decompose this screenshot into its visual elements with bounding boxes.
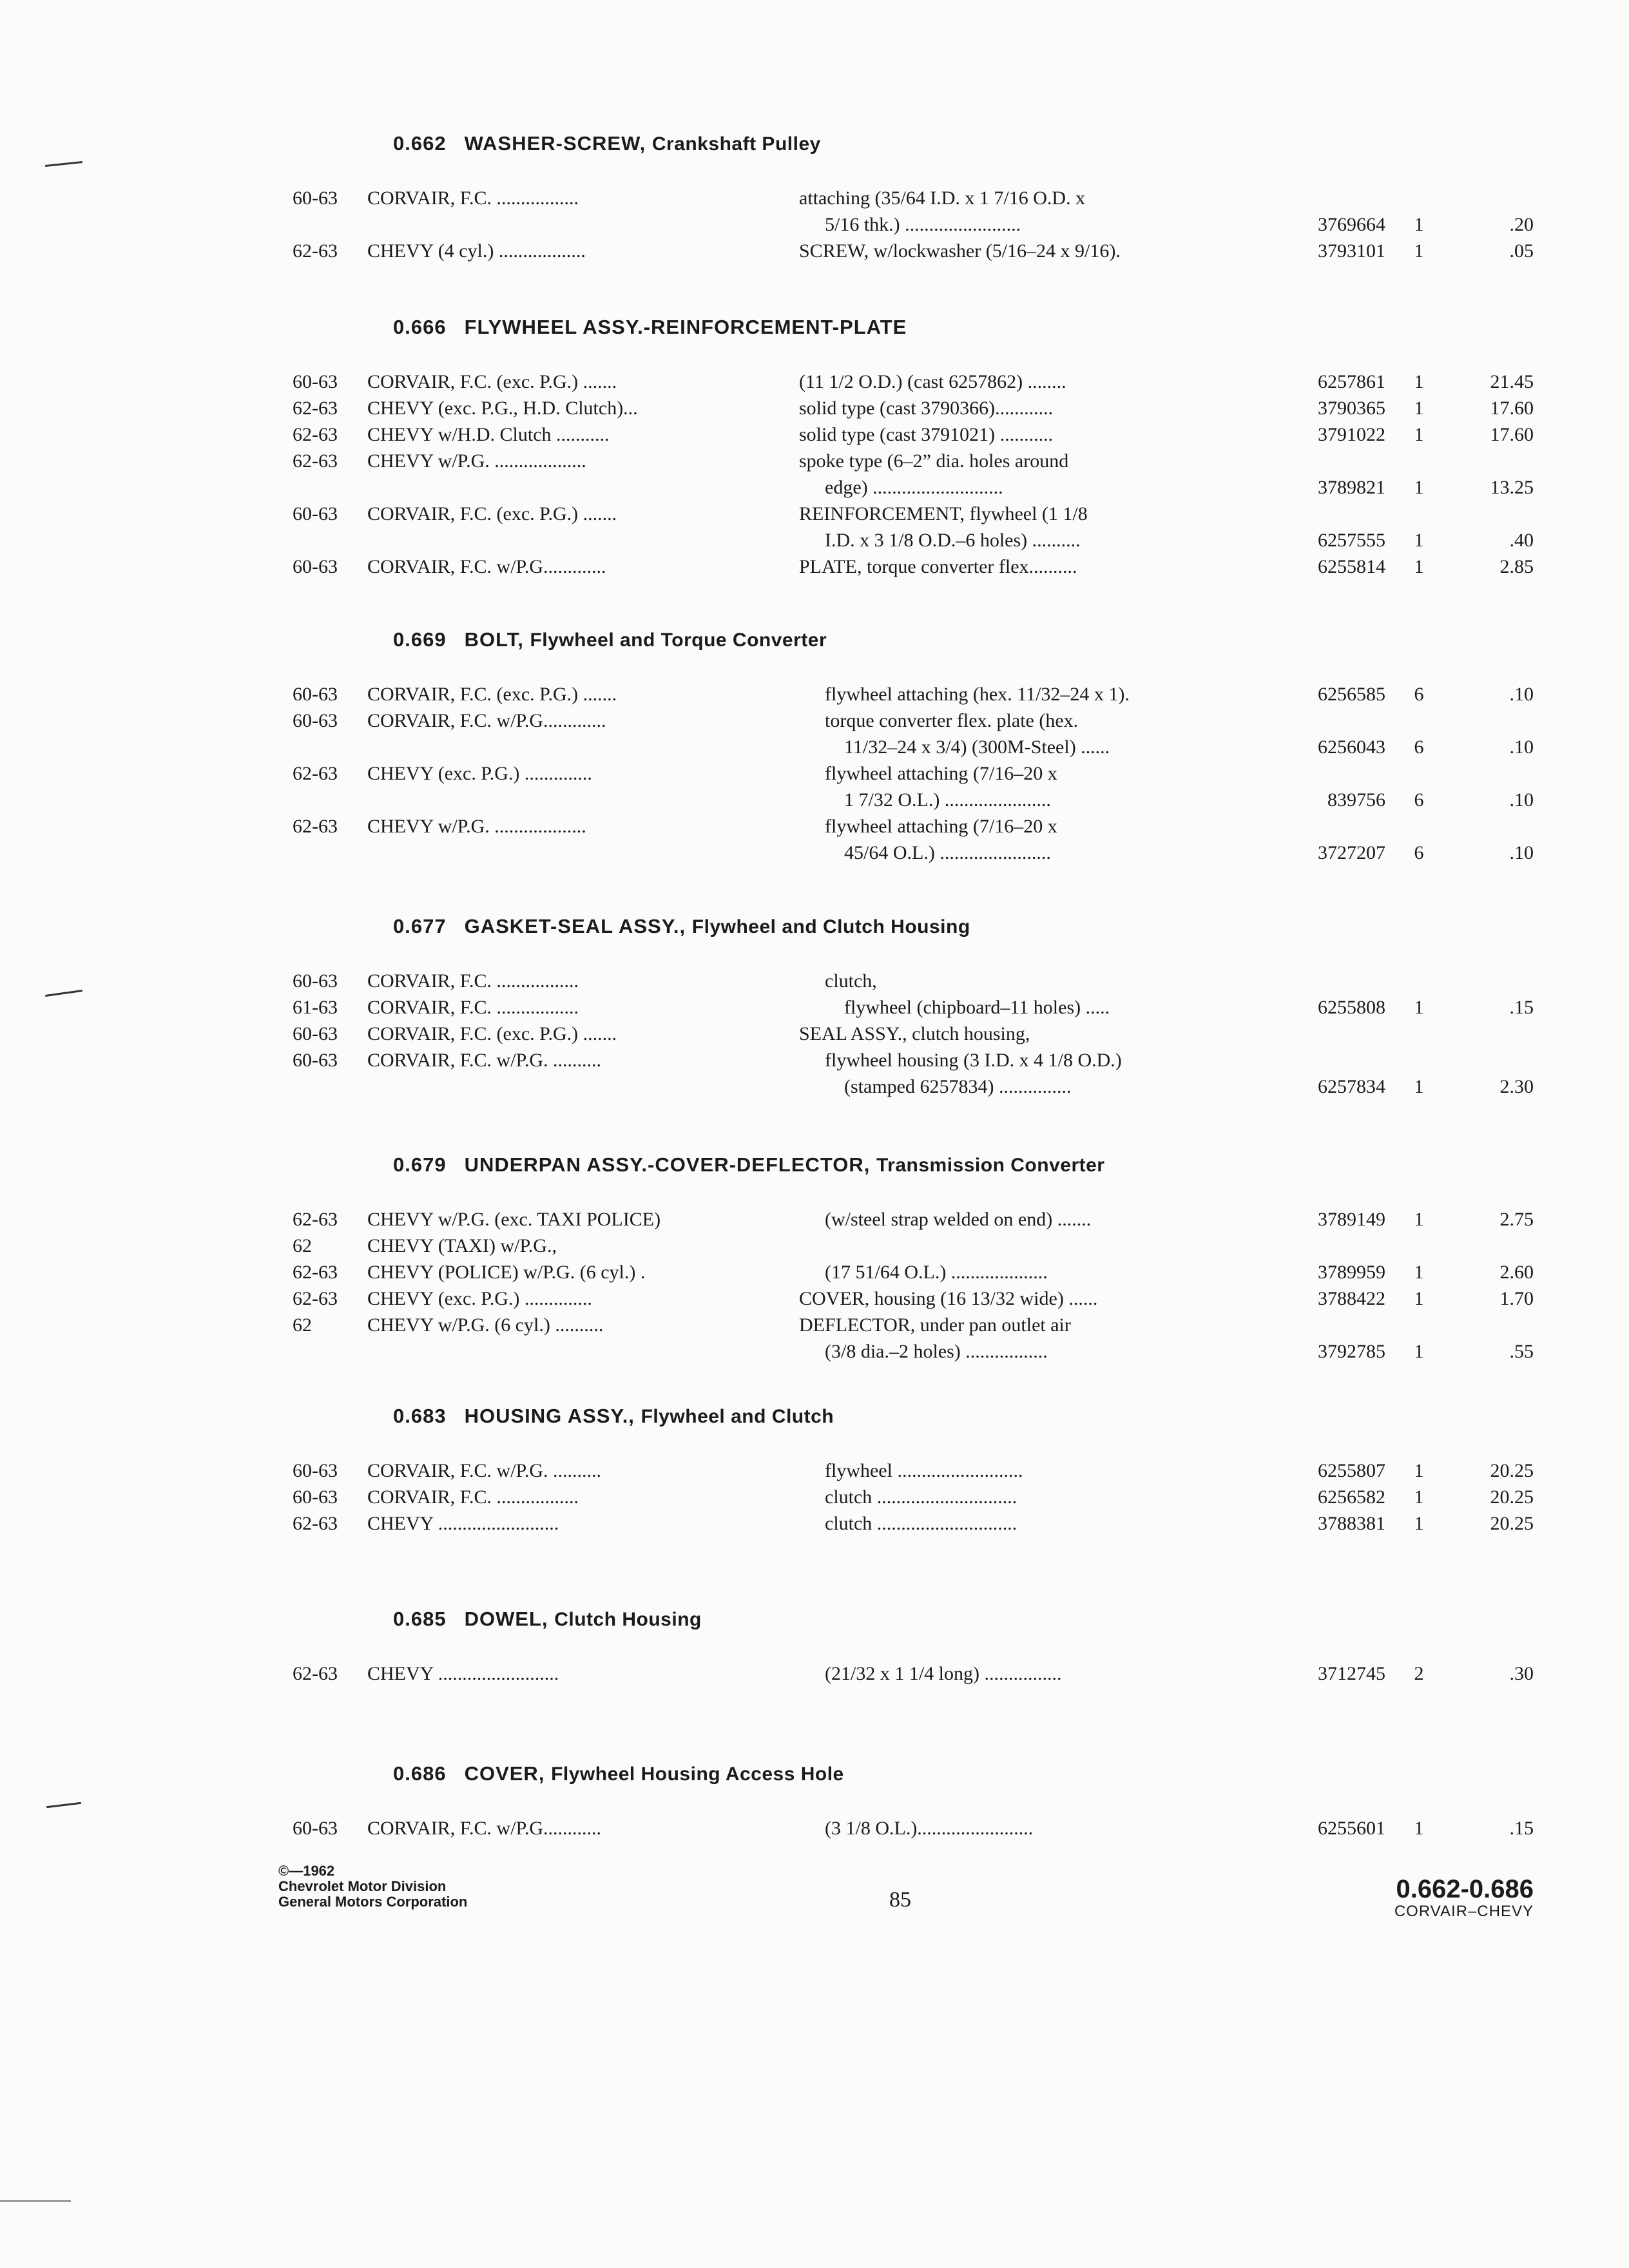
list-price: .10	[1509, 736, 1534, 758]
model-year: 60-63	[293, 1460, 338, 1481]
table-row	[277, 968, 1534, 994]
description: 45/64 O.L.) .......................	[844, 842, 1051, 863]
list-price: 17.60	[1490, 398, 1534, 419]
description: flywheel housing (3 I.D. x 4 1/8 O.D.)	[825, 1050, 1122, 1071]
section-rows	[277, 1206, 1534, 1365]
quantity: 1	[1414, 424, 1424, 445]
section-number: 0.679	[393, 1153, 447, 1176]
section-heading	[393, 628, 1534, 667]
section-number: 0.677	[393, 915, 447, 937]
section-rows	[277, 968, 1534, 1100]
table-row	[277, 1815, 1534, 1841]
table-row	[277, 185, 1534, 211]
quantity: 1	[1414, 1486, 1424, 1508]
part-number: 3789821	[1257, 474, 1385, 501]
part-number: 6257555	[1257, 527, 1385, 553]
table-row	[277, 1073, 1534, 1100]
table-row	[277, 527, 1534, 553]
list-price: .30	[1509, 1663, 1534, 1684]
description: (3/8 dia.–2 holes) .................	[825, 1341, 1048, 1362]
quantity: 1	[1414, 1460, 1424, 1481]
section-title: UNDERPAN ASSY.-COVER-DEFLECTOR,	[464, 1153, 871, 1176]
model-name: CORVAIR, F.C. (exc. P.G.) .......	[367, 371, 617, 392]
description: torque converter flex. plate (hex.	[825, 710, 1079, 731]
part-number: 6257834	[1257, 1073, 1385, 1100]
model-year: 60-63	[293, 710, 338, 731]
table-row	[277, 421, 1534, 448]
list-price: 1.70	[1499, 1288, 1534, 1309]
description: flywheel attaching (hex. 11/32–24 x 1).	[825, 684, 1130, 705]
model-year: 60-63	[293, 970, 338, 992]
table-row	[277, 1021, 1534, 1047]
table-row	[277, 1047, 1534, 1073]
quantity: 1	[1414, 1818, 1424, 1839]
part-number: 3712745	[1257, 1660, 1385, 1687]
section-title: FLYWHEEL ASSY.-REINFORCEMENT-PLATE	[464, 316, 907, 338]
table-row	[277, 1206, 1534, 1233]
corporation-line: General Motors Corporation	[278, 1894, 468, 1910]
table-row	[277, 1338, 1534, 1365]
quantity: 1	[1414, 556, 1424, 577]
description: spoke type (6–2” dia. holes around	[799, 450, 1069, 472]
model-year: 62	[293, 1314, 312, 1336]
model-year: 60-63	[293, 1050, 338, 1071]
model-year: 62-63	[293, 424, 338, 445]
model-year: 60-63	[293, 1486, 338, 1508]
model-year: 62-63	[293, 398, 338, 419]
model-name: CORVAIR, F.C. .................	[367, 187, 579, 209]
margin-tick-2	[45, 990, 82, 997]
table-row	[277, 553, 1534, 580]
model-name: CORVAIR, F.C. (exc. P.G.) .......	[367, 684, 617, 705]
model-year: 62-63	[293, 240, 338, 262]
part-number: 6256582	[1257, 1484, 1385, 1510]
description: 1 7/32 O.L.) ......................	[844, 789, 1051, 811]
description: flywheel attaching (7/16–20 x	[825, 763, 1057, 784]
description: edge) ...........................	[825, 477, 1003, 498]
model-year: 62-63	[293, 1288, 338, 1309]
model-year: 62	[293, 1235, 312, 1256]
table-row	[277, 395, 1534, 421]
list-price: 2.85	[1499, 556, 1534, 577]
model-year: 62-63	[293, 1209, 338, 1230]
table-row	[277, 681, 1534, 707]
description: flywheel (chipboard–11 holes) .....	[844, 997, 1110, 1018]
section-number: 0.686	[393, 1762, 447, 1785]
list-price: 21.45	[1490, 371, 1534, 392]
part-number: 3788422	[1257, 1285, 1385, 1312]
part-number: 6256043	[1257, 734, 1385, 760]
list-price: .10	[1509, 789, 1534, 811]
model-name: CHEVY .........................	[367, 1663, 559, 1684]
model-name: CORVAIR, F.C. .................	[367, 1486, 579, 1508]
page-number: 85	[889, 1888, 911, 1912]
quantity: 1	[1414, 398, 1424, 419]
description: flywheel ..........................	[825, 1460, 1023, 1481]
section-0-662	[277, 132, 1534, 264]
quantity: 1	[1414, 1513, 1424, 1534]
section-title: WASHER-SCREW,	[464, 132, 646, 155]
quantity: 1	[1414, 1076, 1424, 1097]
section-title: DOWEL,	[464, 1608, 548, 1630]
quantity: 1	[1414, 240, 1424, 262]
table-row	[277, 448, 1534, 474]
quantity: 1	[1414, 371, 1424, 392]
section-0-685	[277, 1608, 1534, 1687]
model-year: 60-63	[293, 556, 338, 577]
model-year: 62-63	[293, 816, 338, 837]
table-row	[277, 734, 1534, 760]
model-name: CHEVY (exc. P.G., H.D. Clutch)...	[367, 398, 638, 419]
model-year: 60-63	[293, 371, 338, 392]
model-name: CORVAIR, F.C. w/P.G. ..........	[367, 1050, 602, 1071]
section-subtitle: Flywheel and Clutch	[641, 1406, 834, 1427]
quantity: 1	[1414, 997, 1424, 1018]
section-rows	[277, 681, 1534, 866]
description: SEAL ASSY., clutch housing,	[799, 1023, 1030, 1044]
section-0-669	[277, 628, 1534, 866]
description: 11/32–24 x 3/4) (300M-Steel) ......	[844, 736, 1110, 758]
part-number: 6255807	[1257, 1457, 1385, 1484]
description: REINFORCEMENT, flywheel (1 1/8	[799, 503, 1088, 524]
table-row	[277, 1233, 1534, 1259]
part-number: 3769664	[1257, 211, 1385, 238]
description: (w/steel strap welded on end) .......	[825, 1209, 1092, 1230]
quantity: 1	[1414, 477, 1424, 498]
table-row	[277, 501, 1534, 527]
model-name: CORVAIR, F.C. (exc. P.G.) .......	[367, 503, 617, 524]
model-name: CHEVY (exc. P.G.) ..............	[367, 1288, 592, 1309]
part-number: 6256585	[1257, 681, 1385, 707]
description: I.D. x 3 1/8 O.D.–6 holes) ..........	[825, 530, 1081, 551]
footer-group-range	[1394, 1875, 1534, 1921]
table-row	[277, 707, 1534, 734]
model-year: 62-63	[293, 1663, 338, 1684]
quantity: 1	[1414, 1341, 1424, 1362]
section-heading	[393, 915, 1534, 954]
section-number: 0.669	[393, 628, 447, 651]
table-row	[277, 787, 1534, 813]
model-year: 62-63	[293, 1513, 338, 1534]
description: clutch .............................	[825, 1486, 1017, 1508]
section-subtitle: Crankshaft Pulley	[651, 133, 821, 155]
section-heading	[393, 1762, 1534, 1801]
description: SCREW, w/lockwasher (5/16–24 x 9/16).	[799, 240, 1121, 262]
list-price: 13.25	[1490, 477, 1534, 498]
model-name: CORVAIR, F.C. .................	[367, 997, 579, 1018]
part-number: 3791022	[1257, 421, 1385, 448]
quantity: 1	[1414, 1262, 1424, 1283]
part-number: 3727207	[1257, 840, 1385, 866]
list-price: .05	[1509, 240, 1534, 262]
table-row	[277, 238, 1534, 264]
description: solid type (cast 3790366)............	[799, 398, 1054, 419]
model-name: CHEVY (TAXI) w/P.G.,	[367, 1235, 557, 1256]
part-number: 6255814	[1257, 553, 1385, 580]
section-0-666	[277, 316, 1534, 580]
part-number: 3793101	[1257, 238, 1385, 264]
quantity: 6	[1414, 684, 1424, 705]
footer-publisher	[278, 1863, 467, 1910]
copyright-line: ©—1962	[278, 1863, 335, 1879]
quantity: 1	[1414, 530, 1424, 551]
group-range: 0.662-0.686	[1396, 1875, 1534, 1903]
part-number: 839756	[1257, 787, 1385, 813]
part-number: 3790365	[1257, 395, 1385, 421]
table-row	[277, 474, 1534, 501]
section-rows	[277, 185, 1534, 264]
vehicle-make: CORVAIR–CHEVY	[1394, 1903, 1534, 1920]
part-number: 3788381	[1257, 1510, 1385, 1537]
description: (17 51/64 O.L.) ....................	[825, 1262, 1048, 1283]
list-price: 20.25	[1490, 1486, 1534, 1508]
model-year: 62-63	[293, 763, 338, 784]
section-title: HOUSING ASSY.,	[464, 1405, 635, 1427]
table-row	[277, 369, 1534, 395]
model-name: CHEVY w/P.G. (exc. TAXI POLICE)	[367, 1209, 661, 1230]
part-number: 3789959	[1257, 1259, 1385, 1285]
list-price: .15	[1509, 997, 1534, 1018]
description: COVER, housing (16 13/32 wide) ......	[799, 1288, 1098, 1309]
section-title: COVER,	[464, 1762, 545, 1785]
description: (21/32 x 1 1/4 long) ................	[825, 1663, 1062, 1684]
section-subtitle: Clutch Housing	[554, 1609, 702, 1630]
section-heading	[393, 1405, 1534, 1443]
section-heading	[393, 316, 1534, 354]
section-subtitle: Flywheel Housing Access Hole	[551, 1763, 844, 1785]
quantity: 1	[1414, 1288, 1424, 1309]
list-price: 17.60	[1490, 424, 1534, 445]
margin-tick-3	[46, 1802, 81, 1809]
table-row	[277, 1660, 1534, 1687]
table-row	[277, 1285, 1534, 1312]
section-title: BOLT,	[464, 628, 524, 651]
table-row	[277, 760, 1534, 787]
list-price: 20.25	[1490, 1513, 1534, 1534]
margin-tick-4	[0, 2200, 71, 2202]
description: (stamped 6257834) ...............	[844, 1076, 1072, 1097]
list-price: .10	[1509, 684, 1534, 705]
model-name: CORVAIR, F.C. w/P.G.............	[367, 710, 606, 731]
model-name: CHEVY w/H.D. Clutch ...........	[367, 424, 610, 445]
table-row	[277, 813, 1534, 840]
section-rows	[277, 1660, 1534, 1687]
quantity: 6	[1414, 842, 1424, 863]
section-subtitle: Transmission Converter	[876, 1155, 1105, 1176]
section-number: 0.662	[393, 132, 447, 155]
model-name: CHEVY w/P.G. ...................	[367, 450, 586, 472]
section-title: GASKET-SEAL ASSY.,	[464, 915, 686, 937]
section-number: 0.683	[393, 1405, 447, 1427]
description: PLATE, torque converter flex..........	[799, 556, 1077, 577]
list-price: 2.75	[1499, 1209, 1534, 1230]
model-year: 60-63	[293, 684, 338, 705]
description: DEFLECTOR, under pan outlet air	[799, 1314, 1071, 1336]
list-price: .55	[1509, 1341, 1534, 1362]
description: (3 1/8 O.L.)........................	[825, 1818, 1034, 1839]
section-subtitle: Flywheel and Clutch Housing	[691, 916, 970, 937]
model-year: 62-63	[293, 450, 338, 472]
part-number: 6257861	[1257, 369, 1385, 395]
part-number: 3789149	[1257, 1206, 1385, 1233]
section-rows	[277, 369, 1534, 580]
model-year: 60-63	[293, 187, 338, 209]
section-0-683	[277, 1405, 1534, 1537]
list-price: 2.30	[1499, 1076, 1534, 1097]
part-number: 6255601	[1257, 1815, 1385, 1841]
section-rows	[277, 1457, 1534, 1537]
model-year: 61-63	[293, 997, 338, 1018]
quantity: 6	[1414, 789, 1424, 811]
description: (11 1/2 O.D.) (cast 6257862) ........	[799, 371, 1066, 392]
margin-tick-1	[45, 161, 82, 167]
table-row	[277, 211, 1534, 238]
list-price: .10	[1509, 842, 1534, 863]
model-name: CORVAIR, F.C. w/P.G. ..........	[367, 1460, 602, 1481]
part-number: 6255808	[1257, 994, 1385, 1021]
model-name: CHEVY (exc. P.G.) ..............	[367, 763, 592, 784]
table-row	[277, 1259, 1534, 1285]
quantity: 1	[1414, 1209, 1424, 1230]
description: attaching (35/64 I.D. x 1 7/16 O.D. x	[799, 187, 1086, 209]
description: clutch,	[825, 970, 877, 992]
list-price: 2.60	[1499, 1262, 1534, 1283]
description: solid type (cast 3791021) ...........	[799, 424, 1054, 445]
list-price: .40	[1509, 530, 1534, 551]
section-number: 0.685	[393, 1608, 447, 1630]
quantity: 2	[1414, 1663, 1424, 1684]
section-number: 0.666	[393, 316, 447, 338]
model-name: CORVAIR, F.C. .................	[367, 970, 579, 992]
model-name: CHEVY w/P.G. ...................	[367, 816, 586, 837]
table-row	[277, 1484, 1534, 1510]
section-subtitle: Flywheel and Torque Converter	[530, 629, 827, 651]
model-year: 60-63	[293, 503, 338, 524]
model-name: CORVAIR, F.C. w/P.G.............	[367, 556, 606, 577]
section-heading	[393, 1608, 1534, 1646]
table-row	[277, 1312, 1534, 1338]
list-price: .15	[1509, 1818, 1534, 1839]
division-line: Chevrolet Motor Division	[278, 1878, 447, 1894]
description: clutch .............................	[825, 1513, 1017, 1534]
list-price: 20.25	[1490, 1460, 1534, 1481]
part-number: 3792785	[1257, 1338, 1385, 1365]
section-heading	[393, 132, 1534, 171]
section-0-677	[277, 915, 1534, 1100]
model-year: 60-63	[293, 1023, 338, 1044]
table-row	[277, 840, 1534, 866]
model-name: CORVAIR, F.C. w/P.G............	[367, 1818, 602, 1839]
section-rows	[277, 1815, 1534, 1841]
table-row	[277, 1510, 1534, 1537]
table-row	[277, 994, 1534, 1021]
section-0-679	[277, 1153, 1534, 1365]
list-price: .20	[1509, 214, 1534, 235]
model-name: CHEVY .........................	[367, 1513, 559, 1534]
section-heading	[393, 1153, 1534, 1192]
table-row	[277, 1457, 1534, 1484]
model-year: 62-63	[293, 1262, 338, 1283]
quantity: 1	[1414, 214, 1424, 235]
model-name: CHEVY (4 cyl.) ..................	[367, 240, 586, 262]
model-name: CHEVY w/P.G. (6 cyl.) ..........	[367, 1314, 604, 1336]
section-0-686	[277, 1762, 1534, 1841]
description: 5/16 thk.) ........................	[825, 214, 1021, 235]
model-name: CHEVY (POLICE) w/P.G. (6 cyl.) .	[367, 1262, 646, 1283]
model-year: 60-63	[293, 1818, 338, 1839]
quantity: 6	[1414, 736, 1424, 758]
model-name: CORVAIR, F.C. (exc. P.G.) .......	[367, 1023, 617, 1044]
description: flywheel attaching (7/16–20 x	[825, 816, 1057, 837]
